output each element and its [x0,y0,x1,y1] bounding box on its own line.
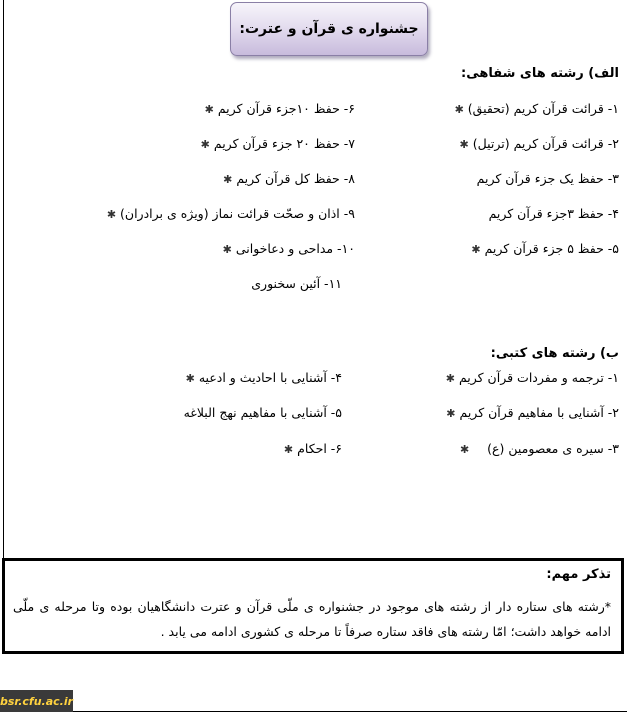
oral-item-2-text: ۲- قرائت قرآن کریم (ترتیل) [472,136,619,151]
star-icon: ✱ [223,173,233,186]
oral-item-7 [201,136,355,151]
page-title: جشنواره ی قرآن و عترت: [239,21,419,37]
written-item-4-text: ۴- آشنایی با احادیث و ادعیه [198,370,342,385]
oral-item-4 [489,206,619,221]
star-icon: ✱ [222,243,232,256]
oral-item-6-text: ۶- حفظ ۱۰جزء قرآن کریم [217,101,355,116]
written-item-6 [284,441,342,456]
oral-item-3-text: ۳- حفظ یک جزء قرآن کریم [476,171,619,186]
oral-item-8 [223,171,355,186]
oral-item-2 [460,136,619,151]
oral-item-1-text: ۱- قرائت قرآن کریم (تحقیق) [467,101,619,116]
star-icon: ✱ [471,243,481,256]
footer-divider [73,711,627,712]
page-left-border [3,0,4,560]
written-item-2-text: ۲- آشنایی با مفاهیم قرآن کریم [459,405,619,420]
oral-item-4-text: ۴- حفظ ۳جزء قرآن کریم [488,206,619,221]
star-icon: ✱ [200,138,210,151]
written-item-6-text: ۶- احکام [297,441,342,456]
oral-item-10 [223,241,355,256]
star-icon: ✱ [459,443,470,456]
oral-item-10-text: ۱۰- مداحی و دعاخوانی [235,241,355,256]
oral-item-5 [471,241,619,256]
note-text: *رشته های ستاره دار از رشته های موجود در جشنواره ی ملّی قرآن و عترت دانشگاهیان بوده وتا مرحله ی ملّی ادامه خواهد داشت؛ امّا رشته های فاقد ستاره صرفاً تا مرحله ی کشوری ادامه می یابد . [13,599,611,639]
written-item-5 [184,405,342,420]
star-icon: ✱ [283,443,294,456]
oral-item-5-text: ۵- حفظ ۵ جزء قرآن کریم [484,241,619,256]
star-icon: ✱ [454,103,464,116]
oral-item-3 [477,171,619,186]
oral-item-9 [107,206,355,221]
written-item-4 [186,370,342,385]
important-note-box [2,558,624,654]
oral-item-1 [455,101,619,116]
star-icon: ✱ [446,407,456,420]
oral-section-heading: الف) رشته های شفاهی: [461,66,619,81]
written-item-5-text: ۵- آشنایی با مفاهیم نهج البلاغه [183,405,342,420]
oral-item-6 [205,101,355,116]
page-title-box [230,2,428,56]
oral-item-9-text: ۹- اذان و صحّت قرائت نماز (ویژه ی برادران) [120,206,355,221]
written-item-3-text: ۳- سیره ی معصومین (ع) [487,441,619,456]
written-item-1 [446,370,619,385]
note-title: تذکر مهم: [546,567,611,582]
written-item-1-text: ۱- ترجمه و مفردات قرآن کریم [458,370,619,385]
oral-item-11 [251,276,342,291]
written-item-3 [460,441,619,456]
star-icon: ✱ [459,138,469,151]
oral-item-7-text: ۷- حفظ ۲۰ جزء قرآن کریم [213,136,355,151]
star-icon: ✱ [445,372,455,385]
star-icon: ✱ [185,372,195,385]
oral-item-11-text: ۱۱- آئین سخنوری [251,276,342,291]
written-item-2 [446,405,619,420]
footer-logo: bsr.cfu.ac.ir [0,690,73,712]
star-icon: ✱ [106,208,117,221]
star-icon: ✱ [204,103,214,116]
oral-item-8-text: ۸- حفظ کل قرآن کریم [236,171,355,186]
written-section-heading: ب) رشته های کتبی: [490,346,619,361]
